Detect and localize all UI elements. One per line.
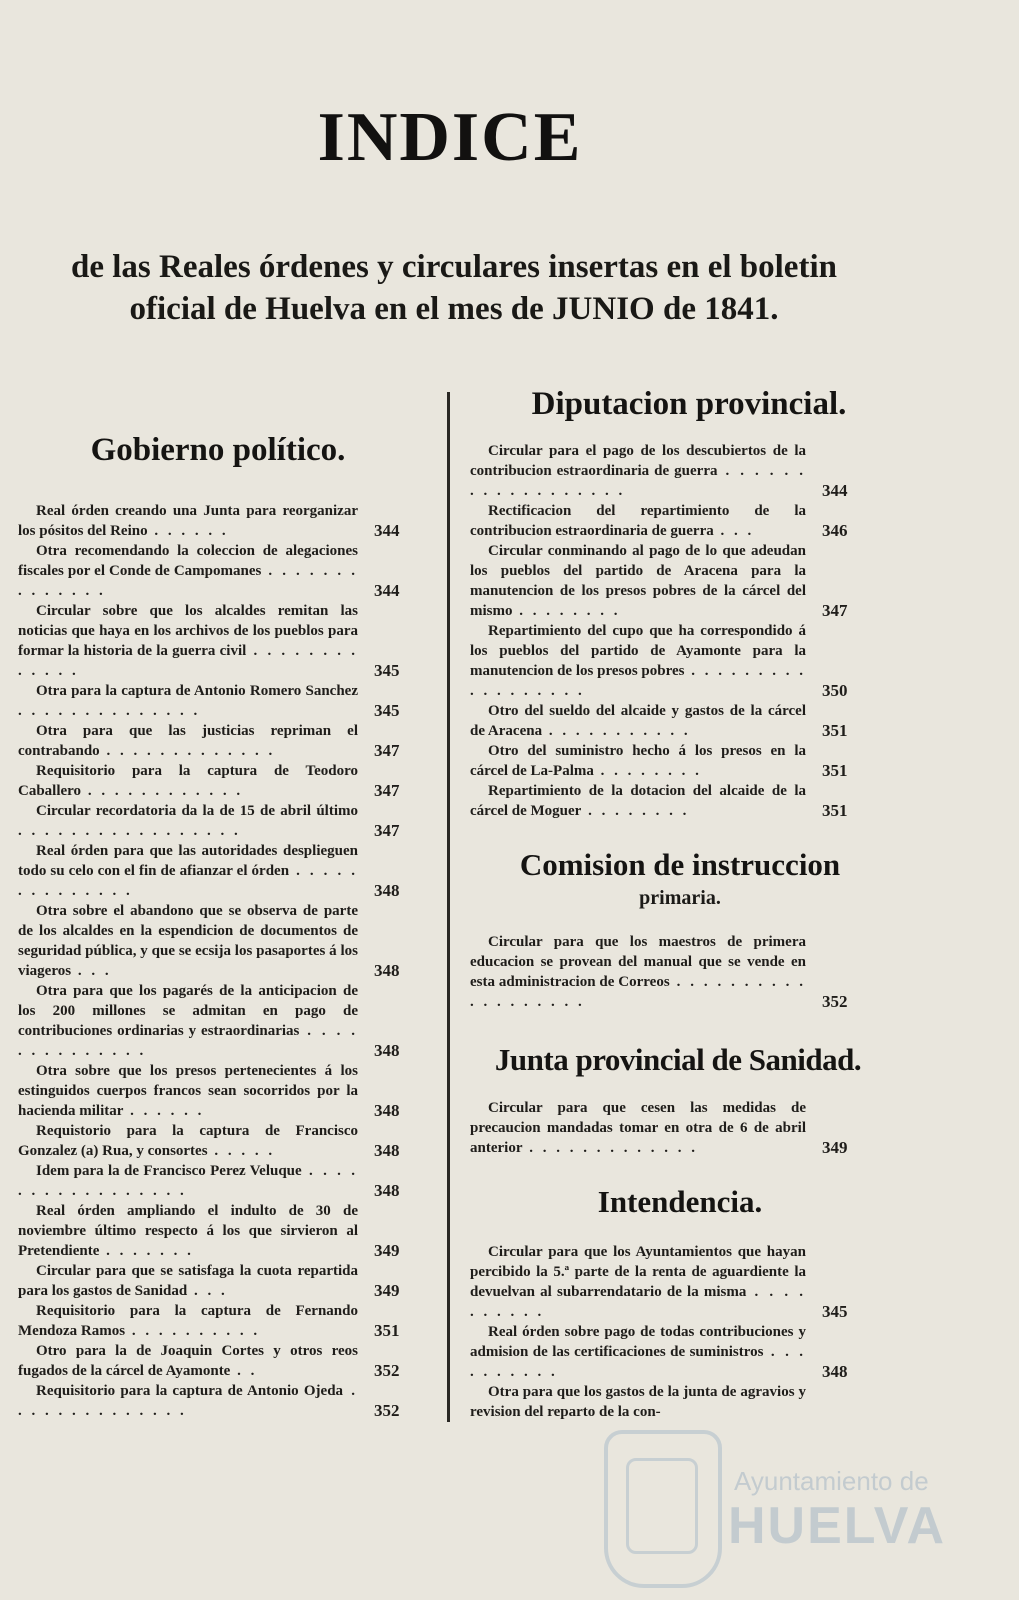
entry-page: 345	[374, 701, 400, 720]
index-entry: Repartimiento de la dotacion del alcaide de la cárcel de Moguer . . . . . . . . 351	[470, 783, 848, 820]
index-entry: Real órden creando una Junta para reorganizar los pósitos del Reino . . . . . . 344	[18, 503, 400, 540]
entry-page: 351	[374, 1321, 400, 1340]
entry-text: Otro del suministro hecho á los presos en la cárcel de La-Palma	[470, 743, 806, 779]
entry-text: Idem para la de Francisco Perez Veluque	[36, 1163, 302, 1179]
index-entry: Real órden sobre pago de todas contribuciones y admision de las certificaciones de suministros . . . . . . . . . . 348	[470, 1324, 848, 1381]
gobierno-entries	[18, 501, 418, 1421]
entry-text: Otra sobre que los presos pertenecientes á los estinguidos cuerpos francos sean socorridos por la hacienda militar	[18, 1063, 358, 1119]
entry-text: Real órden creando una Junta para reorganizar los pósitos del Reino	[18, 503, 358, 539]
index-entry: Idem para la de Francisco Perez Veluque . . . . . . . . . . . . . . . . . 348	[18, 1163, 400, 1200]
entry-text: Otro del sueldo del alcaide y gastos de la cárcel de Aracena	[470, 703, 806, 739]
entry-page: 349	[374, 1241, 400, 1260]
entry-page: 348	[374, 961, 400, 980]
index-entry: Circular para que se satisfaga la cuota repartida para los gastos de Sanidad . . . 349	[18, 1263, 400, 1300]
entry-page: 347	[374, 741, 400, 760]
right-column	[470, 386, 890, 1422]
entry-text: Otra sobre el abandono que se observa de parte de los alcaldes en la espendicion de documentos de seguridad pública, y que se ecsija los pasaportes á los viageros	[18, 903, 358, 979]
entry-page: 348	[374, 1101, 400, 1120]
entry-page: 351	[822, 801, 848, 820]
entry-page: 345	[374, 661, 400, 680]
column-divider	[447, 392, 450, 1422]
subtitle-line-1: de las Reales órdenes y circulares insertas en el boletin	[71, 249, 837, 285]
index-entry: Otra para la captura de Antonio Romero Sanchez . . . . . . . . . . . . . . 345	[18, 683, 400, 720]
watermark-line-2: HUELVA	[728, 1497, 947, 1555]
intendencia-entries	[470, 1242, 890, 1422]
entry-text: Requisitorio para la captura de Fernando Mendoza Ramos	[18, 1303, 358, 1339]
entry-text: Circular recordatoria da la de 15 de abril último	[36, 803, 358, 819]
index-entry: Otra recomendando la coleccion de alegaciones fiscales por el Conde de Campomanes . . . . . . . . . . . . . . 344	[18, 543, 400, 600]
entry-text: Rectificacion del repartimiento de la contribucion estraordinaria de guerra	[470, 503, 806, 539]
section-comision-subtitle: primaria.	[639, 887, 721, 909]
subtitle-line-2: oficial de Huelva en el mes de JUNIO de 1841.	[129, 291, 779, 327]
entry-page: 348	[374, 1041, 400, 1060]
index-entry: Requistorio para la captura de Francisco Gonzalez (a) Rua, y consortes . . . . . 348	[18, 1123, 400, 1160]
index-entry: Requisitorio para la captura de Teodoro Caballero . . . . . . . . . . . . 347	[18, 763, 400, 800]
entry-text: Otra para que las justicias repriman el contrabando	[18, 723, 358, 759]
index-entry: Otra para que los pagarés de la anticipacion de los 200 millones se admitan en pago de contribuciones ordinarias y estraordinarias . . . . . . . . . . . . . . 348	[18, 983, 400, 1060]
index-entry: Circular para el pago de los descubiertos de la contribucion estraordinaria de guerra . . . . . . . . . . . . . . . . . . 344	[470, 443, 848, 500]
entry-text: Otra para la captura de Antonio Romero Sanchez	[36, 683, 358, 699]
entry-page: 349	[374, 1281, 400, 1300]
diputacion-entries	[470, 441, 890, 821]
index-entry: Otro del sueldo del alcaide y gastos de la cárcel de Aracena . . . . . . . . . . . 351	[470, 703, 848, 740]
entry-page: 352	[374, 1361, 400, 1380]
entry-text: Circular para que se satisfaga la cuota repartida para los gastos de Sanidad	[18, 1263, 358, 1299]
section-comision-instruccion: Comision de instruccion	[519, 847, 841, 882]
entry-text: Circular para que cesen las medidas de precaucion mandadas tomar en otra de 6 de abril anterior	[470, 1100, 806, 1156]
entry-text: Real órden para que las autoridades desplieguen todo su celo con el fin de afianzar el órden	[18, 843, 358, 879]
entry-page: 352	[822, 992, 848, 1011]
index-entry: Otra sobre el abandono que se observa de parte de los alcaldes en la espendicion de documentos de seguridad pública, y que se ecsija los pasaportes á los viageros . . . 348	[18, 903, 400, 980]
section-intendencia: Intendencia.	[597, 1184, 763, 1219]
index-entry: Otro del suministro hecho á los presos en la cárcel de La-Palma . . . . . . . . 351	[470, 743, 848, 780]
section-junta-sanidad: Junta provincial de Sanidad.	[494, 1042, 862, 1077]
entry-text: Requistorio para la captura de Francisco Gonzalez (a) Rua, y consortes	[18, 1123, 358, 1159]
index-entry: Circular recordatoria da la de 15 de abril último . . . . . . . . . . . . . . . . . 347	[18, 803, 400, 840]
index-entry: Otro para la de Joaquin Cortes y otros reos fugados de la cárcel de Ayamonte . . 352	[18, 1343, 400, 1380]
index-entry: Rectificacion del repartimiento de la contribucion estraordinaria de guerra . . . 346	[470, 503, 848, 540]
index-entry: Requisitorio para la captura de Antonio Ojeda . . . . . . . . . . . . . . 352	[18, 1383, 400, 1420]
index-entry: Repartimiento del cupo que ha correspondido á los pueblos del partido de Ayamonte para la manutencion de los presos pobres . . . . . . . . . . . . . . . . . . 350	[470, 623, 848, 700]
entry-text: Circular para que los maestros de primera educacion se provean del manual que se vende en esta administracion de Correos	[470, 934, 806, 990]
junta-entries	[470, 1098, 890, 1158]
index-subtitle	[14, 246, 894, 330]
entry-text: Real órden ampliando el indulto de 30 de noviembre último respecto á los que sirvieron al Pretendiente	[18, 1203, 358, 1259]
index-entry: Circular para que cesen las medidas de precaucion mandadas tomar en otra de 6 de abril anterior . . . . . . . . . . . . . 349	[470, 1100, 848, 1157]
entry-text: Circular sobre que los alcaldes remitan las noticias que haya en los archivos de los pueblos para formar la historia de la guerra civil	[18, 603, 358, 659]
entry-page: 352	[374, 1401, 400, 1420]
entry-text: Requisitorio para la captura de Teodoro Caballero	[18, 763, 358, 799]
comision-entries	[470, 932, 890, 1012]
entry-page: 347	[374, 821, 400, 840]
entry-page: 350	[822, 681, 848, 700]
left-column	[18, 424, 418, 1421]
entry-text: Repartimiento de la dotacion del alcaide de la cárcel de Moguer	[470, 783, 806, 819]
entry-page: 347	[822, 601, 848, 620]
index-entry: Real órden para que las autoridades desplieguen todo su celo con el fin de afianzar el órden . . . . . . . . . . . . . . 348	[18, 843, 400, 900]
coat-of-arms-icon	[604, 1430, 722, 1588]
entry-text: Circular para el pago de los descubiertos de la contribucion estraordinaria de guerra	[470, 443, 806, 479]
index-entry: Circular para que los Ayuntamientos que hayan percibido la 5.ª parte de la renta de aguardiente la devuelvan al subarrendatario de la misma . . . . . . . . . . 345	[470, 1244, 848, 1321]
section-gobierno-politico: Gobierno político.	[90, 432, 346, 468]
index-entry: Real órden ampliando el indulto de 30 de noviembre último respecto á los que sirvieron al Pretendiente . . . . . . . 349	[18, 1203, 400, 1260]
entry-text: Repartimiento del cupo que ha correspondido á los pueblos del partido de Ayamonte para la manutencion de los presos pobres	[470, 623, 806, 679]
entry-text: Otra para que los gastos de la junta de agravios y revision del reparto de la con-	[470, 1384, 806, 1420]
index-entry: Requisitorio para la captura de Fernando Mendoza Ramos . . . . . . . . . . 351	[18, 1303, 400, 1340]
section-diputacion-provincial: Diputacion provincial.	[531, 386, 847, 422]
entry-page: 346	[822, 521, 848, 540]
ayuntamiento-watermark	[604, 1430, 947, 1580]
entry-text: Otro para la de Joaquin Cortes y otros reos fugados de la cárcel de Ayamonte	[18, 1343, 358, 1379]
entry-page: 345	[822, 1302, 848, 1321]
entry-page: 348	[822, 1362, 848, 1381]
entry-page: 351	[822, 761, 848, 780]
entry-text: Otra recomendando la coleccion de alegaciones fiscales por el Conde de Campomanes	[18, 543, 358, 579]
entry-page: 347	[374, 781, 400, 800]
entry-page: 344	[374, 581, 400, 600]
index-entry: Circular para que los maestros de primera educacion se provean del manual que se vende en esta administracion de Correos . . . . . . . . . . . . . . . . . . . 352	[470, 934, 848, 1011]
index-entry: Otra para que las justicias repriman el contrabando . . . . . . . . . . . . . 347	[18, 723, 400, 760]
entry-text: Real órden sobre pago de todas contribuciones y admision de las certificaciones de suministros	[470, 1324, 806, 1360]
entry-page: 351	[822, 721, 848, 740]
index-entry	[470, 1382, 806, 1422]
index-entry: Otra sobre que los presos pertenecientes á los estinguidos cuerpos francos sean socorridos por la hacienda militar . . . . . . 348	[18, 1063, 400, 1120]
watermark-line-1: Ayuntamiento de	[734, 1466, 929, 1496]
index-title: INDICE	[317, 99, 583, 176]
entry-page: 344	[374, 521, 400, 540]
entry-page: 348	[374, 1181, 400, 1200]
entry-text: Requisitorio para la captura de Antonio Ojeda	[36, 1383, 344, 1399]
index-entry: Circular sobre que los alcaldes remitan las noticias que haya en los archivos de los pueblos para formar la historia de la guerra civil . . . . . . . . . . . . . 345	[18, 603, 400, 680]
index-entry: Circular conminando al pago de lo que adeudan los pueblos del partido de Aracena para la manutencion de los presos pobres de la cárcel del mismo . . . . . . . . 347	[470, 543, 848, 620]
entry-text: Circular conminando al pago de lo que adeudan los pueblos del partido de Aracena para la manutencion de los presos pobres de la cárcel del mismo	[470, 543, 806, 619]
entry-page: 348	[374, 881, 400, 900]
entry-page: 349	[822, 1138, 848, 1157]
entry-text: Circular para que los Ayuntamientos que hayan percibido la 5.ª parte de la renta de aguardiente la devuelvan al subarrendatario de la misma	[470, 1244, 806, 1300]
entry-page: 344	[822, 481, 848, 500]
entry-text: Otra para que los pagarés de la anticipacion de los 200 millones se admitan en pago de contribuciones ordinarias y estraordinarias	[18, 983, 358, 1039]
entry-page: 348	[374, 1141, 400, 1160]
